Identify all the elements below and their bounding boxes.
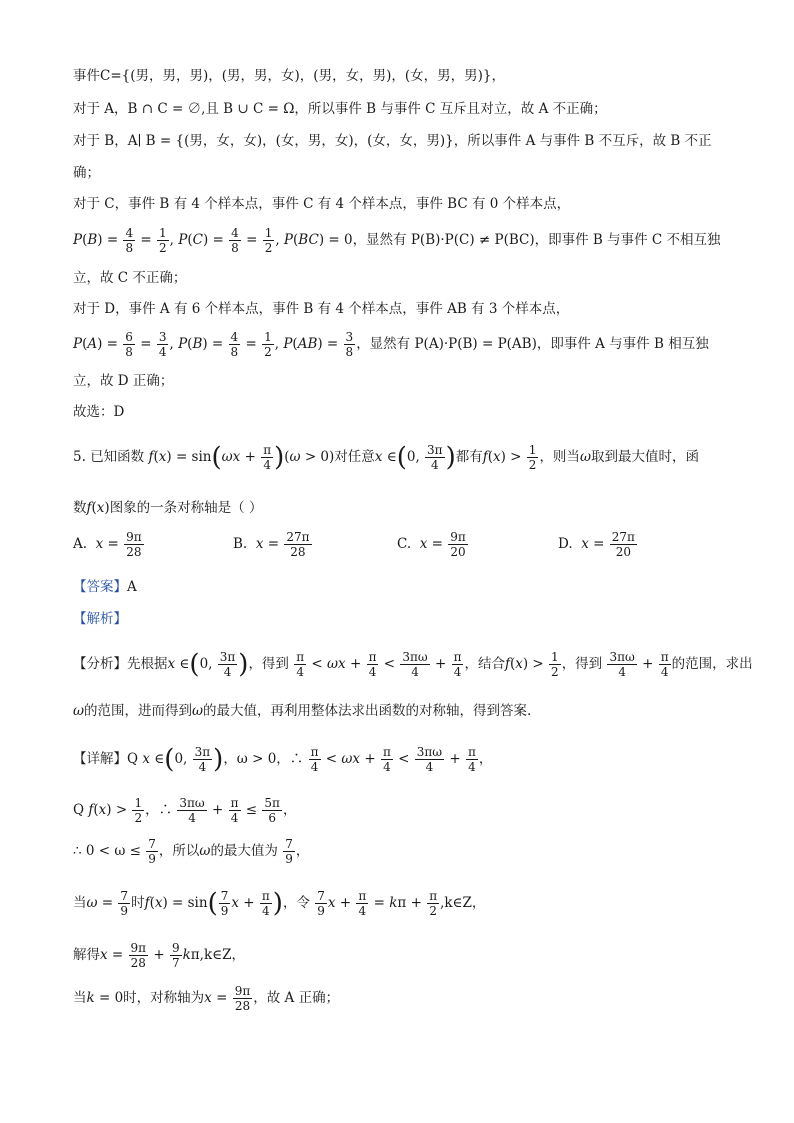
solution-line-1: 【详解】Q x ∈(0, $\frac{3\pi}{4}$ )，ω > 0，∴ $\frac{\pi}{4}$ < ωx + $\frac{\pi}{4}$ < $\frac{3\pi\omega}{4}$ + $\frac{\pi}{4}$ ， bbox=[73, 744, 493, 775]
fraction: $\frac{6}{8}$ bbox=[125, 330, 133, 359]
text-line-choice: 故选：D bbox=[73, 404, 125, 420]
question-5-line-2: 数f(x)图象的一条对称轴是（ ） bbox=[73, 500, 263, 516]
fraction: $\frac{1}{2}$ bbox=[264, 330, 272, 359]
fraction: $\frac{\pi}{4}$ bbox=[368, 650, 377, 679]
fraction: $\frac{3\pi\omega}{4}$ bbox=[179, 796, 205, 825]
option-a: A. x = $\frac{9\pi}{28}$ bbox=[73, 530, 142, 559]
fraction: $\frac{7}{9}$ bbox=[220, 889, 229, 918]
fraction: $\frac{7}{9}$ bbox=[148, 837, 156, 866]
fraction: $\frac{\pi}{4}$ bbox=[263, 443, 272, 472]
fraction: $\frac{5\pi}{6}$ bbox=[264, 796, 280, 825]
fraction: $\frac{3\pi}{4}$ bbox=[427, 443, 443, 472]
fraction: $\frac{7}{9}$ bbox=[317, 889, 325, 918]
fraction: $\frac{\pi}{4}$ bbox=[310, 745, 319, 774]
fraction: $\frac{1}{2}$ bbox=[134, 796, 143, 825]
fraction: $\frac{4}{8}$ bbox=[231, 226, 239, 255]
text-line-option-c: 对于 C，事件 B 有 4 个样本点，事件 C 有 4 个样本点，事件 BC 有 0 个样本点， bbox=[73, 196, 571, 212]
fraction: $\frac{\pi}{4}$ bbox=[261, 889, 270, 918]
question-5-line-1: 5. 已知函数 f(x) = sin(ωx + $\frac{\pi}{4}$ )(ω > 0)对任意x ∈(0, $\frac{3\pi}{4}$ )都有f(x) > $\frac{1}{2}$ ，则当ω取到最大值时，函 bbox=[73, 442, 699, 473]
fraction: $\frac{\pi}{4}$ bbox=[296, 650, 305, 679]
fraction: $\frac{7}{9}$ bbox=[120, 889, 129, 918]
option-d: D. x = $\frac{27\pi}{20}$ bbox=[558, 530, 635, 559]
solution-line-2: Q f(x) > $\frac{1}{2}$ ，∴ $\frac{3\pi\omega}{4}$ + $\frac{\pi}{4}$ ≤ $\frac{5\pi}{6}$ ， bbox=[73, 796, 297, 825]
fraction: $\frac{\pi}{2}$ bbox=[429, 889, 438, 918]
fraction: $\frac{9}{7}$ bbox=[171, 941, 180, 970]
fraction: $\frac{\pi}{4}$ bbox=[453, 650, 462, 679]
solution-line-4: 当ω = $\frac{7}{9}$ 时f(x) = sin( $\frac{7}{9}$ x + $\frac{\pi}{4}$ )，令 $\frac{7}{9}$ x + $\frac{\pi}{4}$ = kπ + $\frac{\pi}{2}$ ,k∈Z， bbox=[73, 888, 486, 919]
fraction: $\frac{\pi}{4}$ bbox=[660, 650, 669, 679]
fraction: $\frac{3\pi}{4}$ bbox=[194, 745, 211, 774]
fraction: $\frac{\pi}{4}$ bbox=[230, 796, 239, 825]
fraction: $\frac{27\pi}{20}$ bbox=[611, 530, 635, 559]
fraction: $\frac{3\pi}{4}$ bbox=[219, 650, 236, 679]
text-line-option-a: 对于 A，B ∩ C = ∅,且 B ∪ C = Ω，所以事件 B 与事件 C 互斥且对立，故 A 不正确； bbox=[73, 101, 607, 117]
fraction: $\frac{\pi}{4}$ bbox=[382, 745, 391, 774]
fraction: $\frac{4}{8}$ bbox=[125, 226, 134, 255]
fraction: $\frac{9\pi}{28}$ bbox=[234, 984, 251, 1013]
fraction: $\frac{\pi}{4}$ bbox=[358, 889, 367, 918]
text-line-option-d: 对于 D，事件 A 有 6 个样本点，事件 B 有 4 个样本点，事件 AB 有 3 个样本点， bbox=[73, 301, 570, 317]
fraction: $\frac{7}{9}$ bbox=[285, 837, 293, 866]
text-line-event-c: 事件C={(男，男，男)，(男，男，女)，(男，女，男)，(女，男，男)}， bbox=[73, 68, 505, 84]
fraction: $\frac{3}{8}$ bbox=[345, 330, 354, 359]
analysis-line-2: ω的范围，进而得到ω的最大值，再利用整体法求出函数的对称轴，得到答案. bbox=[73, 703, 532, 719]
text-line-option-b: 对于 B，A∣ B = {(男，女，女)，(女，男，女)，(女，女，男)}，所以事件 A 与事件 B 不互斥，故 B 不正 bbox=[73, 133, 712, 149]
fraction: $\frac{1}{2}$ bbox=[551, 650, 559, 679]
solution-line-5: 解得x = $\frac{9\pi}{28}$ + $\frac{9}{7}$ kπ,k∈Z， bbox=[73, 941, 246, 970]
analysis-line-1: 【分析】先根据x ∈(0, $\frac{3\pi}{4}$ )，得到 $\frac{\pi}{4}$ < ωx + $\frac{\pi}{4}$ < $\frac{3\pi\omega}{4}$ + $\frac{\pi}{4}$ ，结合f(x) > $\frac{1}{2}$ ，得到 $\frac{3\pi\omega}{4}$ + $\frac{\pi}{4}$ 的范围，求出 bbox=[73, 649, 753, 680]
option-c: C. x = $\frac{9\pi}{20}$ bbox=[397, 530, 466, 559]
fraction: $\frac{27\pi}{28}$ bbox=[286, 530, 310, 559]
text-line-probabilities-c: P(B) = $\frac{4}{8}$ = $\frac{1}{2}$ , P(C) = $\frac{4}{8}$ = $\frac{1}{2}$ , P(BC) = 0，显然有 P(B)·P(C) ≠ P(BC)，即事件 B 与事件 C 不相互独 bbox=[73, 226, 721, 255]
text-line-probabilities-d: P(A) = $\frac{6}{8}$ = $\frac{3}{4}$ , P(B) = $\frac{4}{8}$ = $\frac{1}{2}$ , P(AB) = $\frac{3}{8}$ ，显然有 P(A)·P(B) = P(AB)，即事件 A 与事件 B 相互独 bbox=[73, 330, 709, 359]
fraction: $\frac{1}{2}$ bbox=[159, 226, 167, 255]
fraction: $\frac{9\pi}{28}$ bbox=[126, 530, 142, 559]
text-line-option-b-cont: 确； bbox=[73, 165, 100, 181]
fraction: $\frac{3\pi\omega}{4}$ bbox=[416, 745, 443, 774]
fraction: $\frac{9\pi}{28}$ bbox=[130, 941, 147, 970]
fraction: $\frac{3\pi\omega}{4}$ bbox=[402, 650, 428, 679]
answer-line: 【答案】A bbox=[73, 579, 137, 595]
solution-line-3: ∴ 0 < ω ≤ $\frac{7}{9}$ ，所以ω的最大值为 $\frac{7}{9}$ ， bbox=[73, 837, 310, 866]
fraction: $\frac{3\pi\omega}{4}$ bbox=[609, 650, 635, 679]
text-line-option-d-cont: 立，故 D 正确； bbox=[73, 373, 174, 389]
text-line-option-c-cont: 立，故 C 不正确； bbox=[73, 270, 187, 286]
fraction: $\frac{1}{2}$ bbox=[264, 226, 273, 255]
fraction: $\frac{\pi}{4}$ bbox=[467, 745, 476, 774]
analysis-tag: 【解析】 bbox=[73, 611, 127, 627]
solution-line-6: 当k = 0时，对称轴为x = $\frac{9\pi}{28}$ ，故 A 正确； bbox=[73, 984, 340, 1013]
fraction: $\frac{4}{8}$ bbox=[230, 330, 239, 359]
option-b: B. x = $\frac{27\pi}{28}$ bbox=[233, 530, 310, 559]
fraction: $\frac{1}{2}$ bbox=[528, 443, 537, 472]
answer-tag: 【答案】 bbox=[73, 579, 127, 595]
fraction: $\frac{9\pi}{20}$ bbox=[450, 530, 466, 559]
fraction: $\frac{3}{4}$ bbox=[158, 330, 167, 359]
